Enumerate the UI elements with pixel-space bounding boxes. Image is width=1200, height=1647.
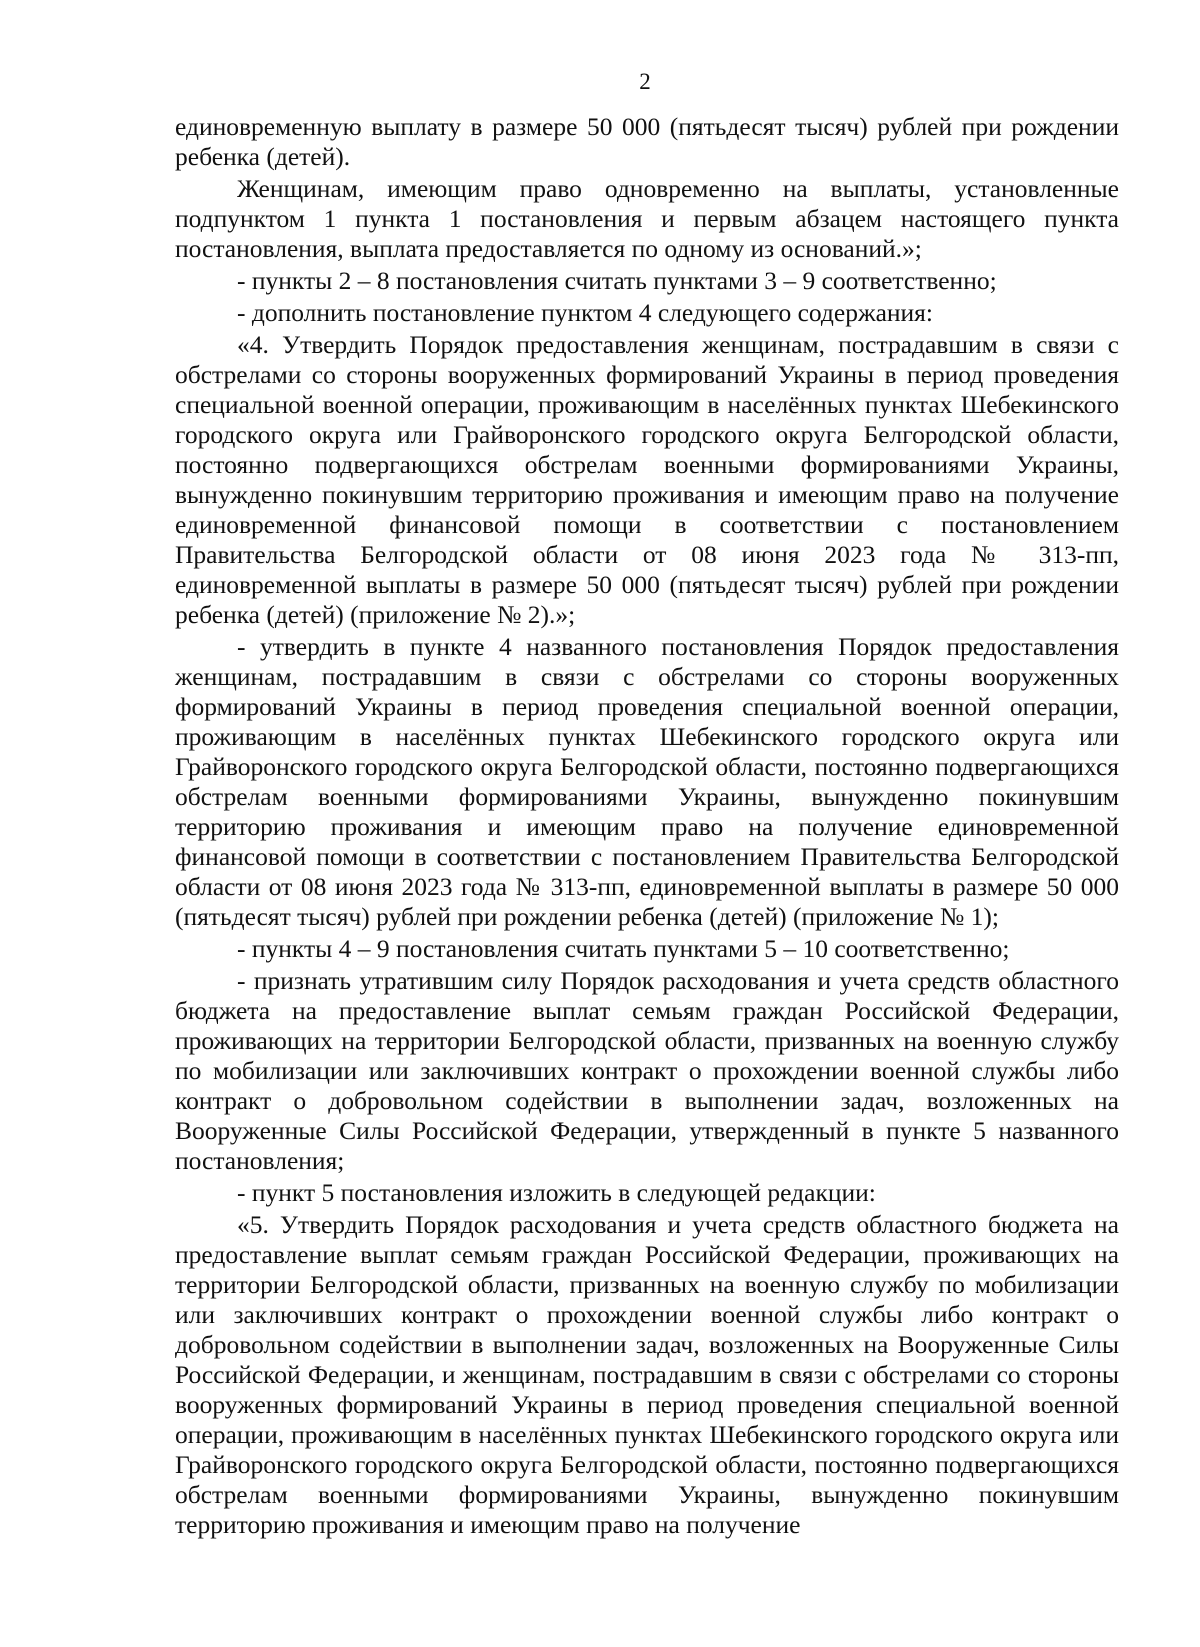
paragraph-point-4-text: «4. Утвердить Порядок предоставления женщинам, пострадавшим в связи с обстрелами со стороны вооруженных формирований Украины в период проведения специальной военной операции, проживающим в населённых пунктах Шебекинского городского округа или Грайворонского городского округа Белгородской области, постоянно подвергающихся обстрелам военными формированиями Украины, вынужденно покинувшим территорию проживания и имеющим право на получение единовременной финансовой помощи в соответствии с постановлением Правительства Белгородской области от 08 июня 2023 года № 313-пп, единовременной выплаты в размере 50 000 (пятьдесят тысяч) рублей при рождении ребенка (детей) (приложение № 2).»; bbox=[175, 330, 1119, 629]
paragraph-continuation: единовременную выплату в размере 50 000 (пятьдесят тысяч) рублей при рождении ребенка (детей). bbox=[175, 112, 1119, 171]
page-number: 2 bbox=[639, 69, 651, 94]
paragraph-point-5-edit: - пункт 5 постановления изложить в следующей редакции: bbox=[237, 1178, 876, 1207]
paragraph-women-entitlement: Женщинам, имеющим право одновременно на выплаты, установленные подпунктом 1 пункта 1 постановления и первым абзацем настоящего пункта постановления, выплата предоставляется по одному из оснований.»; bbox=[175, 174, 1119, 263]
paragraph-approve-procedure: - утвердить в пункте 4 названного постановления Порядок предоставления женщинам, пострадавшим в связи с обстрелами со стороны вооруженных формирований Украины в период проведения специальной военной операции, проживающим в населённых пунктах Шебекинского городского округа или Грайворонского городского округа Белгородской области, постоянно подвергающихся обстрелам военными формированиями Украины, вынужденно покинувшим территорию проживания и имеющим право на получение единовременной финансовой помощи в соответствии с постановлением Правительства Белгородской области от 08 июня 2023 года № 313-пп, единовременной выплаты в размере 50 000 (пятьдесят тысяч) рублей при рождении ребенка (детей) (приложение № 1); bbox=[175, 632, 1119, 931]
paragraph-repeal-procedure: - признать утратившим силу Порядок расходования и учета средств областного бюджета на предоставление выплат семьям граждан Российской Федерации, проживающих на территории Белгородской области, призванных на военную службу по мобилизации или заключивших контракт о прохождении военной службы либо контракт о добровольном содействии в выполнении задач, возложенных на Вооруженные Силы Российской Федерации, утвержденный в пункте 5 названного постановления; bbox=[175, 966, 1119, 1175]
paragraph-point-5-text: «5. Утвердить Порядок расходования и учета средств областного бюджета на предоставление выплат семьям граждан Российской Федерации, проживающих на территории Белгородской области, призванных на военную службу по мобилизации или заключивших контракт о прохождении военной службы либо контракт о добровольном содействии в выполнении задач, возложенных на Вооруженные Силы Российской Федерации, и женщинам, пострадавшим в связи с обстрелами со стороны вооруженных формирований Украины в период проведения специальной военной операции, проживающим в населённых пунктах Шебекинского городского округа или Грайворонского городского округа Белгородской области, постоянно подвергающихся обстрелам военными формированиями Украины, вынужденно покинувшим территорию проживания и имеющим право на получение bbox=[175, 1210, 1119, 1539]
paragraph-renumber-2-8: - пункты 2 – 8 постановления считать пунктами 3 – 9 соответственно; bbox=[237, 266, 997, 295]
paragraph-add-point-4: - дополнить постановление пунктом 4 следующего содержания: bbox=[237, 298, 933, 327]
paragraph-renumber-4-9: - пункты 4 – 9 постановления считать пунктами 5 – 10 соответственно; bbox=[237, 934, 1010, 963]
document-body bbox=[175, 112, 1119, 1540]
